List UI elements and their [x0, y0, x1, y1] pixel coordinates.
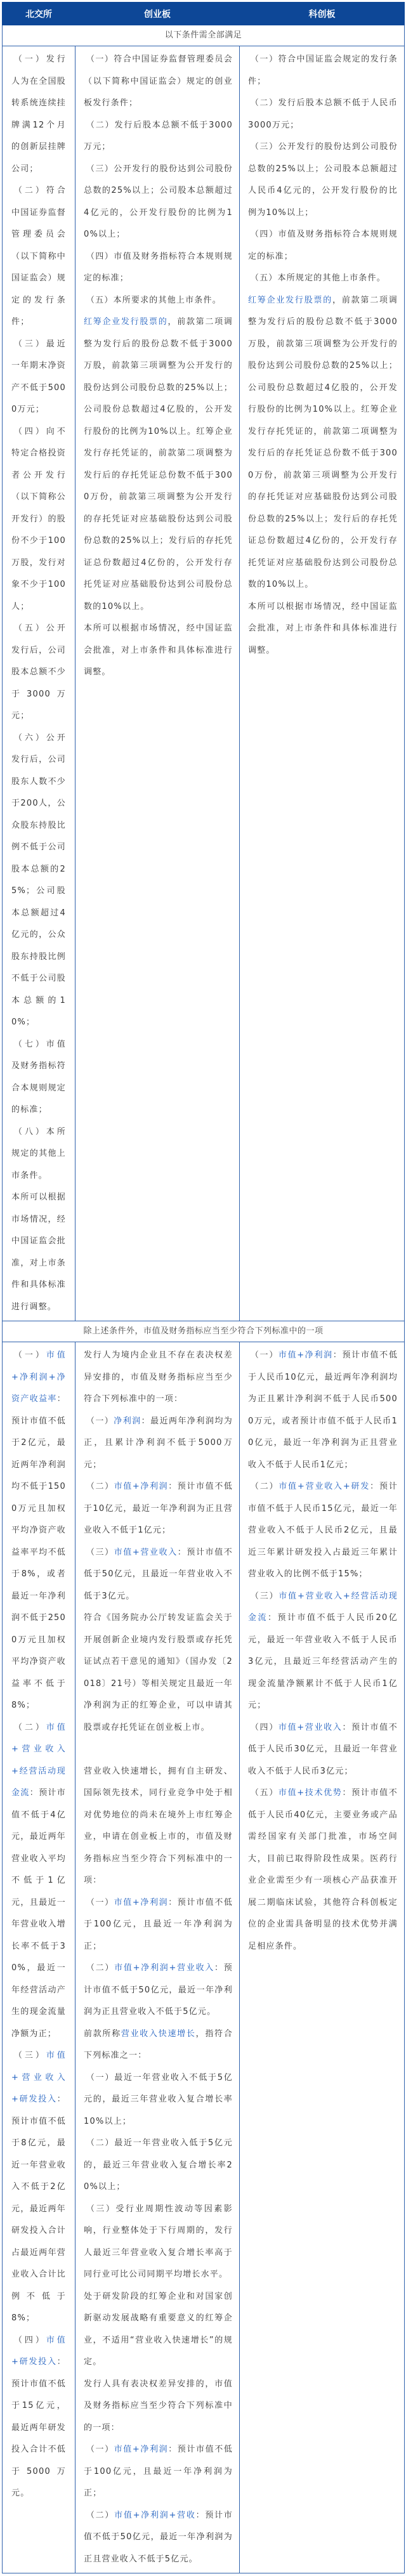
condition-paragraph: [248, 290, 398, 596]
condition-paragraph: [11, 728, 66, 1034]
condition-paragraph: [248, 1717, 398, 1783]
highlight-term: 市值+净利润+净资产收益率: [11, 1350, 66, 1404]
bse-conditions-2: [3, 1342, 75, 2573]
condition-text: （一）符合中国证券监督管理委员会（以下简称中国证监会）规定的创业板发行条件；: [84, 55, 233, 108]
condition-text: （三）公开发行的股份达到公司股份总数的25%以上；公司股本总额超过人民币4亿元的，公开发行股份的比例为10%以上；: [248, 142, 398, 218]
condition-text: ：预计市值不低于100亿元，且最近一年净利润为正；: [84, 2445, 233, 2498]
highlight-term: 红筹企业发行股票的: [248, 295, 333, 305]
highlight-term: 净利润: [114, 1416, 141, 1426]
condition-text: （五）公开发行后，公司股本总额不少于3000万元；: [11, 624, 66, 721]
condition-paragraph: [84, 2286, 233, 2374]
condition-paragraph: [11, 2330, 66, 2505]
highlight-term: 市值+技术优势: [278, 1788, 343, 1798]
condition-paragraph: [84, 246, 233, 290]
condition-paragraph: [84, 2199, 233, 2286]
condition-paragraph: [248, 1476, 398, 1586]
condition-paragraph: [84, 1607, 233, 1739]
condition-text: （二）发行后股本总额不低于人民币3000万元；: [248, 98, 398, 130]
condition-paragraph: [84, 618, 233, 684]
highlight-term: 市值+营业收入: [278, 1722, 343, 1732]
section-label-row: [3, 25, 405, 46]
table-header-row: [3, 3, 405, 25]
condition-text: （一）: [250, 1350, 278, 1360]
condition-text: ：预计市值不低于50亿元，最近一年净利润为正且营业收入不低于5亿元。: [84, 2510, 233, 2564]
condition-paragraph: [11, 2045, 66, 2330]
condition-text: ：预计市值不低于50亿元，最近一年净利润为正且营业收入不低于5亿元。: [84, 1963, 233, 2017]
condition-paragraph: [84, 2133, 233, 2199]
condition-paragraph: [11, 49, 66, 180]
condition-text: ：预计市值不低于人民币30亿元，且最近一年营业收入不低于人民币3亿元；: [248, 1722, 398, 1776]
condition-paragraph: [84, 1411, 233, 1477]
condition-text: （二）: [86, 1482, 114, 1491]
condition-paragraph: [11, 1345, 66, 1717]
condition-text: （二）: [86, 2510, 115, 2520]
condition-paragraph: [84, 2024, 233, 2067]
highlight-term: 市值+净利润+营业收入: [114, 1963, 215, 1973]
condition-paragraph: [84, 2374, 233, 2440]
chuangye-conditions-2: [75, 1342, 240, 2573]
condition-text: （五）本所规定的其他上市条件。: [250, 273, 386, 283]
condition-paragraph: [11, 180, 66, 334]
condition-paragraph: [84, 1345, 233, 1411]
highlight-term: 市值+净利润: [114, 1482, 169, 1491]
condition-paragraph: [84, 2439, 233, 2505]
condition-paragraph: [248, 93, 398, 136]
condition-paragraph: [248, 596, 398, 662]
header-chuangye: 创业板: [75, 3, 240, 25]
condition-paragraph: [84, 1542, 233, 1608]
condition-text: （一）符合中国证监会规定的发行条件；: [248, 55, 398, 86]
condition-text: 发行人具有表决权差异安排的，市值及财务指标应当至少符合下列标准中的一项：: [84, 2379, 233, 2433]
condition-text: （四）: [13, 2335, 46, 2345]
condition-text: ，前款第二项调整为发行后的股份总数不低于3000万股，前款第三项调整为公开发行的股份达到公司股份总数的25%以上；公司股份总数超过4亿股的，公开发行股份的比例为10%以上。红筹企业发行存托凭证的，前款第二项调整为发行后的存托凭证总份数不低于3000万份，前款第三项调整为公开发行的存托凭证对应基础股份达到公司股份总数的25%以上；发行后的存托凭证总份数超过4亿份的，公开发行存托凭证对应基础股份达到公司股份总数的10%以上。: [248, 295, 398, 589]
highlight-term: 市值+净利润: [114, 2445, 169, 2454]
condition-text: 营业收入快速增长，拥有自主研发、国际领先技术，同行业竞争中处于相对优势地位的尚未在境外上市红筹企业，申请在创业板上市的，市值及财务指标应当至少符合下列标准中的一项：: [84, 1766, 233, 1885]
condition-paragraph: [248, 1345, 398, 1476]
condition-paragraph: [84, 159, 233, 246]
condition-text: 处于研发阶段的红筹企业和对国家创新驱动发展战略有重要意义的红筹企业，不适用“营业收入快速增长”的规定。: [84, 2291, 233, 2367]
condition-text: （四）市值及财务指标符合本规则规定的标准；: [248, 230, 398, 261]
condition-text: （四）市值及财务指标符合本规则规定的标准；: [84, 251, 233, 283]
condition-text: ：预计市值不低于人民币40亿元，主要业务或产品需经国家有关部门批准，市场空间大，目前已取得阶段性成果。医药行业企业需至少有一项核心产品获准开展二期临床试验，其他符合科创板定位的企业需具备明显的技术优势并满足相应条件。: [248, 1788, 398, 1951]
highlight-term: 市值+营业收入: [114, 1547, 178, 1557]
condition-text: （二）最近一年营业收入低于5亿元的，最近三年营业收入复合增长率20%以上；: [84, 2138, 233, 2192]
condition-paragraph: [84, 1892, 233, 1958]
condition-paragraph: [84, 290, 233, 312]
highlight-term: 红筹企业发行股票的: [84, 317, 168, 327]
chuangye-conditions-1: [75, 46, 240, 1321]
condition-text: （八）本所规定的其他上市条件。: [11, 1127, 66, 1180]
condition-paragraph: [248, 1586, 398, 1717]
condition-text: （三）: [86, 1547, 114, 1557]
highlight-term: 市值+营业收入+经营活动现金流: [248, 1591, 398, 1623]
header-bse: 北交所: [3, 3, 75, 25]
condition-paragraph: [11, 421, 66, 618]
condition-text: （六）公开发行后，公司股东人数不少于200人，公众股东持股比例不低于公司股本总额的25%；公司股本总额超过4亿元的，公众股东持股比例不低于公司股本总额的10%；: [11, 733, 66, 1027]
kechuang-conditions-2: [240, 1342, 405, 2573]
condition-text: 本所可以根据市场情况，经中国证监会批准，对上市条件和具体标准进行调整。: [248, 601, 398, 655]
bse-conditions-1: [3, 46, 75, 1321]
condition-text: ，前款第二项调整为发行后的股份总数不低于3000万股，前款第三项调整为公开发行的股份达到公司股份总数的25%以上；公司股份总数超过4亿股的，公开发行股份的比例为10%以上。红筹企业发行存托凭证的，前款第二项调整为发行后的存托凭证总份数不低于3000万份，前款第三项调整为公开发行的存托凭证对应基础股份达到公司股份总数的25%以上；发行后的存托凭证总份数超过4亿份的，公开发行存托凭证对应基础股份达到公司股份总数的10%以上。: [84, 317, 233, 611]
condition-text: （二）: [250, 1482, 279, 1491]
condition-text: ：预计市值不低于人民币15亿元，最近一年营业收入不低于人民币2亿元，且最近三年累计研发投入占最近三年累计营业收入的比例不低于15%；: [248, 1482, 398, 1579]
highlight-term: 市值+净利润: [278, 1350, 333, 1360]
condition-paragraph: [11, 1187, 66, 1318]
condition-text: （二）发行后股本总额不低于3000万元；: [84, 120, 233, 152]
condition-text: （四）: [250, 1722, 278, 1732]
condition-paragraph: [248, 1782, 398, 1958]
condition-paragraph: [248, 268, 398, 290]
condition-paragraph: [11, 618, 66, 728]
condition-text: ：预计市值不低于人民币20亿元，最近一年营业收入不低于人民币3亿元，且最近三年经营活动产生的现金流量净额累计不低于人民币1亿元；: [248, 1613, 398, 1710]
condition-text: 本所可以根据市场情况，经中国证监会批准，对上市条件和具体标准进行调整。: [11, 1193, 66, 1312]
condition-text: （三）: [250, 1591, 279, 1601]
condition-text: ：预计市值不低于人民币10亿元，最近两年净利润均为正且累计净利润不低于人民币5000万元，或者预计市值不低于人民币10亿元，最近一年净利润为正且营业收入不低于人民币1亿元；: [248, 1350, 398, 1470]
condition-text: （三）受行业周期性波动等因素影响，行业整体处于下行周期的，发行人最近三年营业收入复合增长率高于同行业可比公司同期平均增长水平。: [84, 2204, 233, 2279]
highlight-term: 市值+营业收入+研发: [278, 1482, 370, 1491]
condition-text: （二）: [13, 1722, 46, 1732]
condition-text: 本所可以根据市场情况，经中国证监会批准，对上市条件和具体标准进行调整。: [84, 624, 233, 677]
condition-paragraph: [84, 311, 233, 618]
condition-text: （五）: [250, 1788, 278, 1798]
condition-text: （五）本所要求的其他上市条件。: [86, 295, 221, 305]
condition-text: 前款所称: [84, 2029, 121, 2039]
condition-text: （一）发行人为在全国股转系统连续挂牌满12个月的创新层挂牌公司；: [11, 55, 66, 174]
highlight-term: 市值+净利润: [114, 1897, 169, 1907]
condition-text: 符合《国务院办公厅转发证监会关于开展创新企业境内发行股票或存托凭证试点若干意见的通知》（国办发〔2018〕21号）等相关规定且最近一年净利润为正的红筹企业，可以申请其股票或存托凭证在创业板上市。: [84, 1613, 233, 1732]
highlight-term: 市值+营业收入+研发投入: [11, 2051, 66, 2104]
condition-text: （一）: [86, 1897, 114, 1907]
condition-paragraph: [84, 1476, 233, 1542]
condition-text: ：预计市值不低于4亿元，最近两年营业收入平均不低于1亿元，且最近一年营业收入增长率不低于30%，最近一年经营活动产生的现金流量净额为正；: [11, 1788, 66, 2039]
table-row: [3, 46, 405, 1321]
section2-label: 除上述条件外，市值及财务指标应当至少符合下列标准中的一项: [3, 1321, 405, 1342]
table-row: [3, 1342, 405, 2573]
condition-paragraph: [84, 2067, 233, 2133]
condition-text: （三）: [13, 2051, 46, 2060]
condition-text: ，指符合下列标准之一：: [84, 2029, 233, 2060]
condition-text: （二）: [86, 1963, 115, 1973]
highlight-term: 市值+净利润+营收: [114, 2510, 196, 2520]
condition-text: 发行人为境内企业且不存在表决权差异安排的，市值及财务指标应当至少符合下列标准中的一项：: [84, 1350, 233, 1404]
condition-paragraph: [248, 224, 398, 268]
condition-text: （一）: [86, 2445, 114, 2454]
condition-paragraph: [11, 334, 66, 421]
section-label-row: [3, 1321, 405, 1342]
condition-text: （一）最近一年营业收入不低于5亿元的，最近三年营业收入复合增长率10%以上；: [84, 2072, 233, 2126]
condition-paragraph: [248, 49, 398, 93]
header-kechuang: 科创板: [240, 3, 405, 25]
highlight-term: 市值+研发投入: [11, 2335, 66, 2367]
kechuang-conditions-1: [240, 46, 405, 1321]
condition-paragraph: [84, 115, 233, 159]
listing-conditions-table: [2, 2, 405, 2573]
condition-text: ：预计市值不低于2亿元，最近两年净利润均不低于1500万元且加权平均净资产收益率平均不低于8%，或者最近一年净利润不低于2500万元且加权平均净资产收益率不低于8%；: [11, 1394, 66, 1710]
condition-paragraph: [84, 49, 233, 115]
condition-text: （一）: [86, 1416, 114, 1426]
highlight-term: 市值+营业收入+经营活动现金流: [11, 1722, 66, 1798]
condition-text: （二）符合中国证券监督管理委员会（以下简称中国证监会）规定的发行条件；: [11, 186, 66, 327]
condition-text: ：最近两年净利润均为正，且累计净利润不低于5000万元；: [84, 1416, 233, 1470]
highlight-term: 营业收入快速增长: [121, 2029, 196, 2039]
condition-paragraph: [84, 1958, 233, 2024]
condition-text: （一）: [13, 1350, 46, 1360]
condition-text: ：预计市值不低于15亿元，最近两年研发投入合计不低于5000万元。: [11, 2357, 66, 2498]
condition-text: ：预计市值不低于8亿元，最近一年营业收入不低于2亿元，最近两年研发投入合计占最近两年营业收入合计比例不低于8%；: [11, 2095, 66, 2323]
condition-paragraph: [11, 1034, 66, 1121]
condition-text: （三）公开发行的股份达到公司股份总数的25%以上；公司股本总额超过4亿元的，公开发行股份的比例为10%以上；: [84, 164, 233, 239]
condition-paragraph: [11, 1121, 66, 1187]
condition-text: （四）向不特定合格投资者公开发行（以下简称公开发行）的股份不少于100万股，发行对象不少于100人；: [11, 426, 66, 611]
section1-label: 以下条件需全部满足: [3, 25, 405, 46]
condition-text: ：预计市值不低于10亿元，最近一年净利润为正且营业收入不低于1亿元；: [84, 1482, 233, 1535]
condition-text: （七）市值及财务指标符合本规则规定的标准；: [11, 1039, 66, 1115]
condition-text: ：预计市值不低于100亿元，且最近一年净利润为正；: [84, 1897, 233, 1951]
condition-text: （三）最近一年期末净资产不低于5000万元；: [11, 339, 66, 414]
condition-paragraph: [84, 2505, 233, 2571]
condition-paragraph: [84, 1761, 233, 1892]
condition-text: ：预计市值不低于50亿元，且最近一年营业收入不低于3亿元。: [84, 1547, 233, 1601]
condition-paragraph: [248, 136, 398, 224]
condition-paragraph: [11, 1717, 66, 2046]
